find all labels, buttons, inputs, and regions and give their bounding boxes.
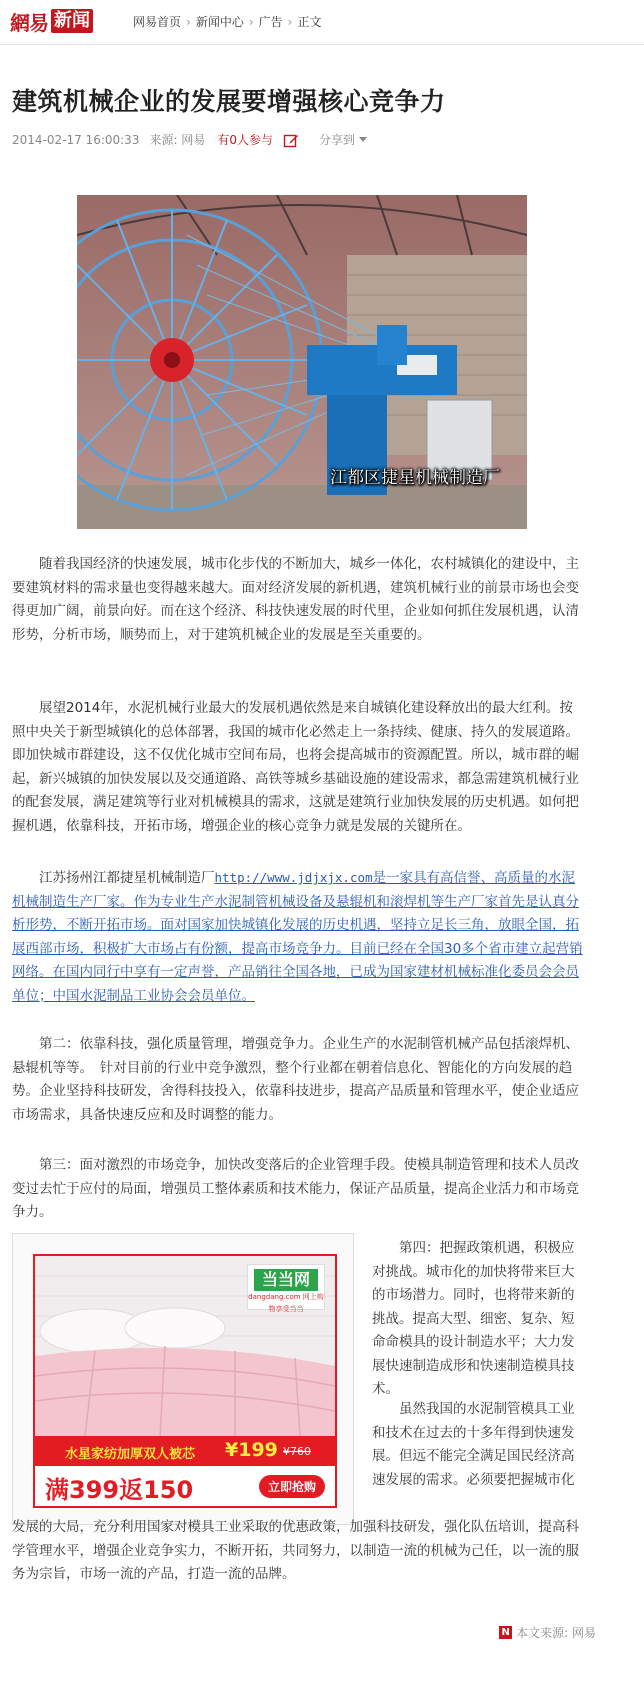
- ad-old-price: ¥760: [283, 1445, 311, 1458]
- paragraph-2: 展望2014年，水泥机械行业最大的发展机遇依然是来自城镇化建设释放出的最大红利。按照中央关于新型城镇化的总体部署，我国的城市化必然走上一条持续、健康、持久的发展道路。即加快城市群建设，这不仅优化城市空间布局，也将会提高城市的资源配置。所以，城市群的崛起，新兴城镇的加快发展以及交通道路、高铁等城乡基础设施的建设需求，都急需建筑机械行业的配套发展，满足建筑等行业对机械模具的需求，这就是建筑行业加快发展的历史机遇。如何把握机遇，依靠科技，开拓市场，增强企业的核心竞争力就是发展的关键所在。: [12, 700, 579, 834]
- company-url-link[interactable]: http://www.jdjxjx.com: [214, 870, 373, 885]
- paragraph-7-side: 虽然我国的水泥制管模具工业和技术在过去的十多年得到快速发展。但远不能完全满足国民经济高速发展的需求。必须要把握城市化: [372, 1401, 575, 1488]
- ad-price: ¥199: [225, 1439, 278, 1461]
- article-photo-machine: [77, 195, 527, 529]
- netease-news-logo[interactable]: [10, 8, 93, 34]
- ad-promo-bar: [35, 1466, 335, 1506]
- ad-banner[interactable]: [33, 1254, 337, 1508]
- footer-source: [499, 1624, 596, 1641]
- company-intro-link[interactable]: 是一家具有高信誉、高质量的水泥机械制造生产厂家。作为专业生产水泥制管机械设备及悬辊机和滚焊机等生产厂家首先是认真分析形势，不断开拓市场。面对国家加快城镇化发展的历史机遇，坚持立足长三角，放眼全国，拓展西部市场，积极扩大市场占有份额，提高市场竞争力。目前已经在全国30多个省市建立起营销网络。在国内同行中享有一定声誉，产品销往全国各地，已成为国家建材机械标准化委员会会员单位；中国水泥制品工业协会会员单位。: [12, 870, 583, 1004]
- dangdang-ad[interactable]: [12, 1233, 354, 1525]
- ad-brand: 当当网: [254, 1269, 318, 1291]
- caret-down-icon: [359, 137, 367, 142]
- paragraph-7-rest: 发展的大局，充分利用国家对模具工业采取的优惠政策，加强科技研发，强化队伍培训，提高科学管理水平，增强企业竞争实力，不断开拓，共同努力，以制造一流的机械为己任，以一流的服务为宗旨，市场一流的产品，打造一流的品牌。: [12, 1519, 579, 1582]
- breadcrumb-current: 正文: [297, 15, 322, 29]
- article-source: 来源: 网易: [149, 133, 206, 147]
- chevron-right-icon: ›: [248, 14, 254, 29]
- breadcrumb-news-center[interactable]: 新闻中心: [195, 15, 244, 29]
- edit-comment-icon[interactable]: [283, 132, 299, 148]
- share-label: 分享到: [318, 133, 355, 147]
- ad-buy-button[interactable]: 立即抢购: [259, 1475, 325, 1498]
- article-meta: [12, 131, 367, 148]
- ad-brand-sub: dangdang.com 网上购物享受当当: [248, 1293, 324, 1313]
- logo-badge: 新闻: [51, 9, 93, 33]
- paragraph-6: 第四：把握政策机遇，积极应对挑战。城市化的加快将带来巨大的市场潜力。同时，也将带来新的挑战。提高大型、细密、复杂、短命命模具的设计制造水平；大力发展快速制造成形和快速制造模具技术。: [372, 1240, 575, 1397]
- logo-text: 網易: [10, 10, 48, 35]
- chevron-right-icon: ›: [287, 14, 293, 29]
- paragraph-5: 第三：面对激烈的市场竞争，加快改变落后的企业管理手段。使模具制造管理和技术人员改变过去忙于应付的局面，增强员工整体素质和技术能力，保证产品质量，提高企业活力和市场竞争力。: [12, 1157, 579, 1220]
- ad-promo-text: 满399返150: [45, 1476, 194, 1504]
- paragraph-3: [12, 866, 586, 1008]
- photo-caption: 江都区捷星机械制造厂: [330, 468, 500, 488]
- footer-source-text: 本文来源: 网易: [516, 1626, 596, 1640]
- chevron-right-icon: ›: [186, 14, 191, 29]
- breadcrumb-ads[interactable]: 广告: [258, 15, 283, 29]
- netease-n-icon: N: [499, 1626, 512, 1639]
- ad-product-name: 水星家纺加厚双人被芯: [65, 1447, 196, 1462]
- dangdang-logo: [247, 1264, 325, 1313]
- paragraph-4: 第二：依靠科技，强化质量管理，增强竞争力。企业生产的水泥制管机械产品包括滚焊机、悬辊机等等。 针对目前的行业中竞争激烈，整个行业都在朝着信息化、智能化的方向发展的趋势。企业坚持科技研发，舍得科技投入，依靠科技进步，提高产品质量和管理水平，使企业适应市场需求，具备快速反应和及时调整的能力。: [12, 1036, 579, 1123]
- company-name: 江苏扬州江都捷星机械制造厂: [39, 870, 215, 886]
- paragraph-1: 随着我国经济的快速发展，城市化步伐的不断加大，城乡一体化，农村城镇化的建设中，主要建筑材料的需求量也变得越来越大。面对经济发展的新机遇，建筑机械行业的前景市场也会变得更加广阔，前景向好。而在这个经济、科技快速发展的时代里，企业如何抓住发展机遇，认清形势，分析市场，顺势而上，对于建筑机械企业的发展是至关重要的。: [12, 556, 579, 643]
- breadcrumb: [133, 13, 322, 30]
- share-button[interactable]: [319, 131, 367, 148]
- breadcrumb-home[interactable]: 网易首页: [133, 15, 182, 29]
- comments-link[interactable]: 有0人参与: [217, 133, 273, 147]
- publish-date: 2014-02-17 16:00:33: [12, 132, 140, 147]
- page-title: 建筑机械企业的发展要增强核心竞争力: [12, 87, 446, 116]
- ad-product-strip: [35, 1436, 335, 1466]
- top-nav-bar: [0, 0, 644, 45]
